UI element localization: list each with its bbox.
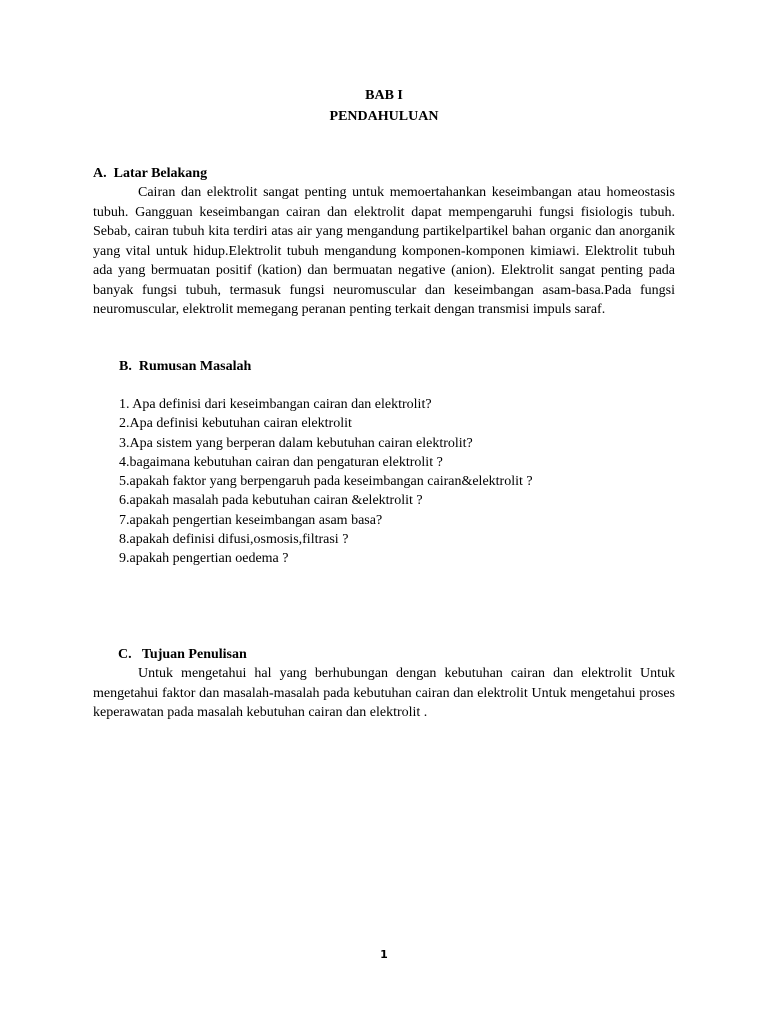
list-item: 4.bagaimana kebutuhan cairan dan pengaturan elektrolit ? bbox=[119, 454, 443, 470]
question-list bbox=[119, 395, 679, 569]
section-a-paragraph bbox=[93, 183, 675, 320]
list-item: 5.apakah faktor yang berpengaruh pada keseimbangan cairan&elektrolit ? bbox=[119, 474, 533, 490]
chapter-title: PENDAHULUAN bbox=[329, 109, 439, 124]
list-item: 1. Apa definisi dari keseimbangan cairan dan elektrolit? bbox=[119, 397, 432, 412]
section-b-heading: B. Rumusan Masalah bbox=[119, 359, 252, 374]
section-c-paragraph bbox=[93, 664, 675, 723]
list-item: 9.apakah pengertian oedema ? bbox=[119, 551, 289, 567]
section-a-text: Cairan dan elektrolit sangat penting untuk memoertahankan keseimbangan atau homeostasis tubuh. Gangguan keseimbangan cairan dan elektrolit dapat mempengaruhi fungsi fisiologis tubuh. Sebab, cairan tubuh kita terdiri atas air yang mengandung partikelpartikel bahan organic dan anorganik yang vital untuk hidup.Elektrolit tubuh mengandung komponen-komponen kimiawi. Elektrolit tubuh ada yang bermuatan positif (kation) dan bermuatan negative (anion). Elektrolit sangat penting pada banyak fungsi tubuh, termasuk fungsi neuromuscular dan keseimbangan asam-basa.Pada fungsi neuromuscular, elektrolit memegang peranan penting terkait dengan transmisi impuls saraf. bbox=[93, 185, 675, 317]
list-item: 6.apakah masalah pada kebutuhan cairan &elektrolit ? bbox=[119, 493, 423, 509]
list-item: 7.apakah pengertian keseimbangan asam basa? bbox=[119, 512, 383, 528]
list-item: 2.Apa definisi kebutuhan cairan elektrolit bbox=[119, 416, 352, 432]
section-c-heading: C. Tujuan Penulisan bbox=[118, 647, 247, 662]
section-a-heading: A. Latar Belakang bbox=[93, 166, 208, 181]
section-c-text: Untuk mengetahui hal yang berhubungan dengan kebutuhan cairan dan elektrolit Untuk mengetahui faktor dan masalah-masalah pada kebutuhan cairan dan elektrolit Untuk mengetahui proses keperawatan pada masalah kebutuhan cairan dan elektrolit . bbox=[93, 666, 675, 720]
page-number: 1 bbox=[380, 948, 388, 961]
list-item: 8.apakah definisi difusi,osmosis,filtrasi ? bbox=[119, 532, 349, 548]
list-item: 3.Apa sistem yang berperan dalam kebutuhan cairan elektrolit? bbox=[119, 435, 473, 451]
chapter-label: BAB I bbox=[365, 88, 403, 103]
